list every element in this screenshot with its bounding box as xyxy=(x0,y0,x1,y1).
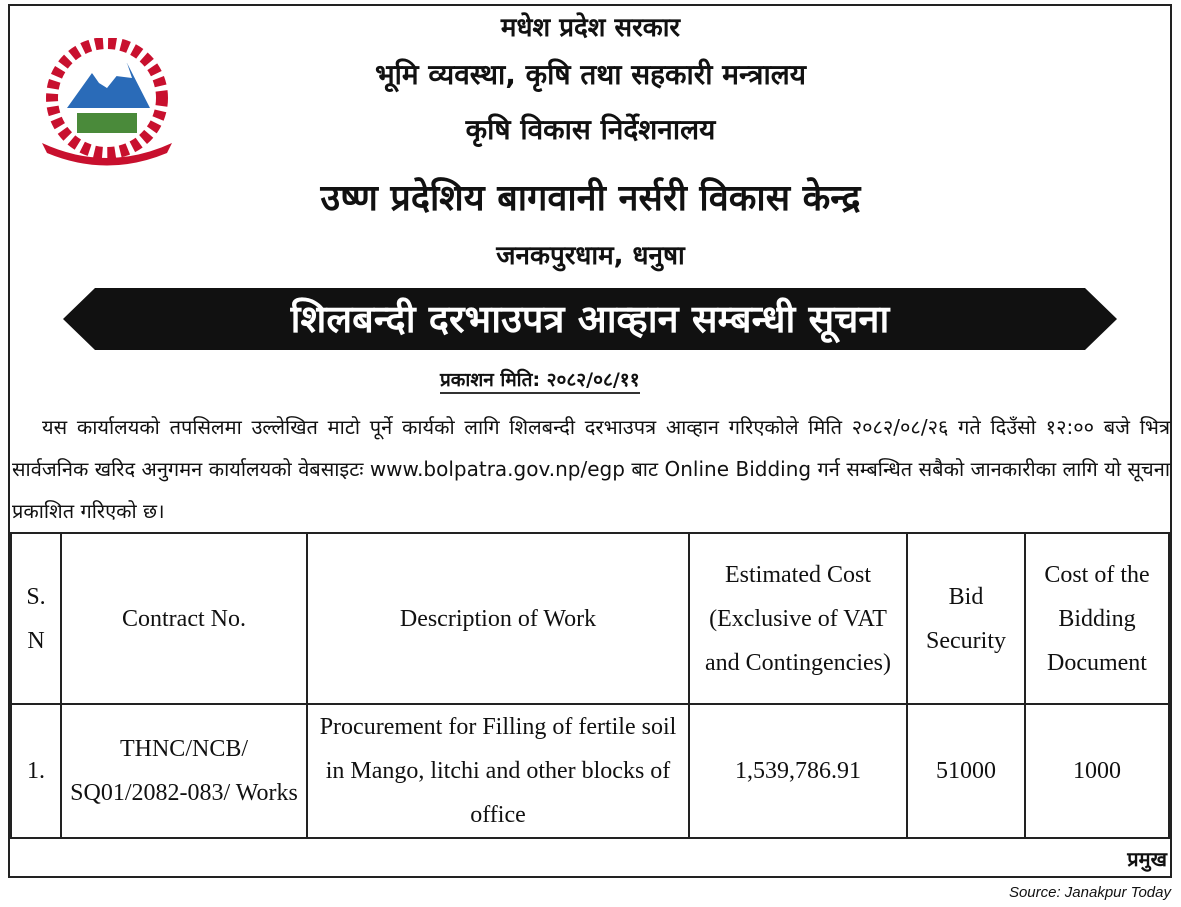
col-sn: S. N xyxy=(11,533,61,704)
cell-sn: 1. xyxy=(11,704,61,838)
header-location: जनकपुरधाम, धनुषा xyxy=(496,241,685,271)
notice-body: यस कार्यालयको तपसिलमा उल्लेखित माटो पूर्ने कार्यको लागि शिलबन्दी दरभाउपत्र आव्हान गरिएकोले मिति २०८२/०८/२६ गते दिउँसो १२:०० बजे भित्र सार्वजनिक खरिद अनुगमन कार्यालयको वेबसाइटः www.bolpatra.gov.np/egp बाट Online Bidding गर्न सम्बन्धित सबैको जानकारीका लागि यो सूचना प्रकाशित गरिएको छ। xyxy=(12,415,1170,523)
signature: प्रमुख xyxy=(1127,847,1167,871)
col-description: Description of Work xyxy=(307,533,689,704)
table-header-row xyxy=(11,533,1169,704)
col-bid-security: Bid Security xyxy=(907,533,1025,704)
col-contract-no: Contract No. xyxy=(61,533,307,704)
cell-doc-cost: 1000 xyxy=(1025,704,1169,838)
source-credit: Source: Janakpur Today xyxy=(1008,884,1171,901)
header-line-1: मधेश प्रदेश सरकार xyxy=(500,13,681,43)
cell-estimated-cost: 1,539,786.91 xyxy=(689,704,907,838)
col-doc-cost: Cost of the Bidding Document xyxy=(1025,533,1169,704)
tender-table xyxy=(10,532,1170,839)
cell-bid-security: 51000 xyxy=(907,704,1025,838)
table-row xyxy=(11,704,1169,838)
header-office: उष्ण प्रदेशिय बागवानी नर्सरी विकास केन्द्र xyxy=(320,178,861,219)
publish-date: प्रकाशन मिति: २०८२/०८/११ xyxy=(440,366,640,394)
cell-description: Procurement for Filling of fertile soil in Mango, litchi and other blocks of office xyxy=(307,704,689,838)
notice-title-banner: शिलबन्दी दरभाउपत्र आव्हान सम्बन्धी सूचना xyxy=(95,288,1085,350)
header-directorate: कृषि विकास निर्देशनालय xyxy=(465,113,716,146)
col-estimated-cost: Estimated Cost (Exclusive of VAT and Contingencies) xyxy=(689,533,907,704)
header-ministry: भूमि व्यवस्था, कृषि तथा सहकारी मन्त्रालय xyxy=(375,58,806,91)
cell-contract-no: THNC/NCB/ SQ01/2082-083/ Works xyxy=(61,704,307,838)
